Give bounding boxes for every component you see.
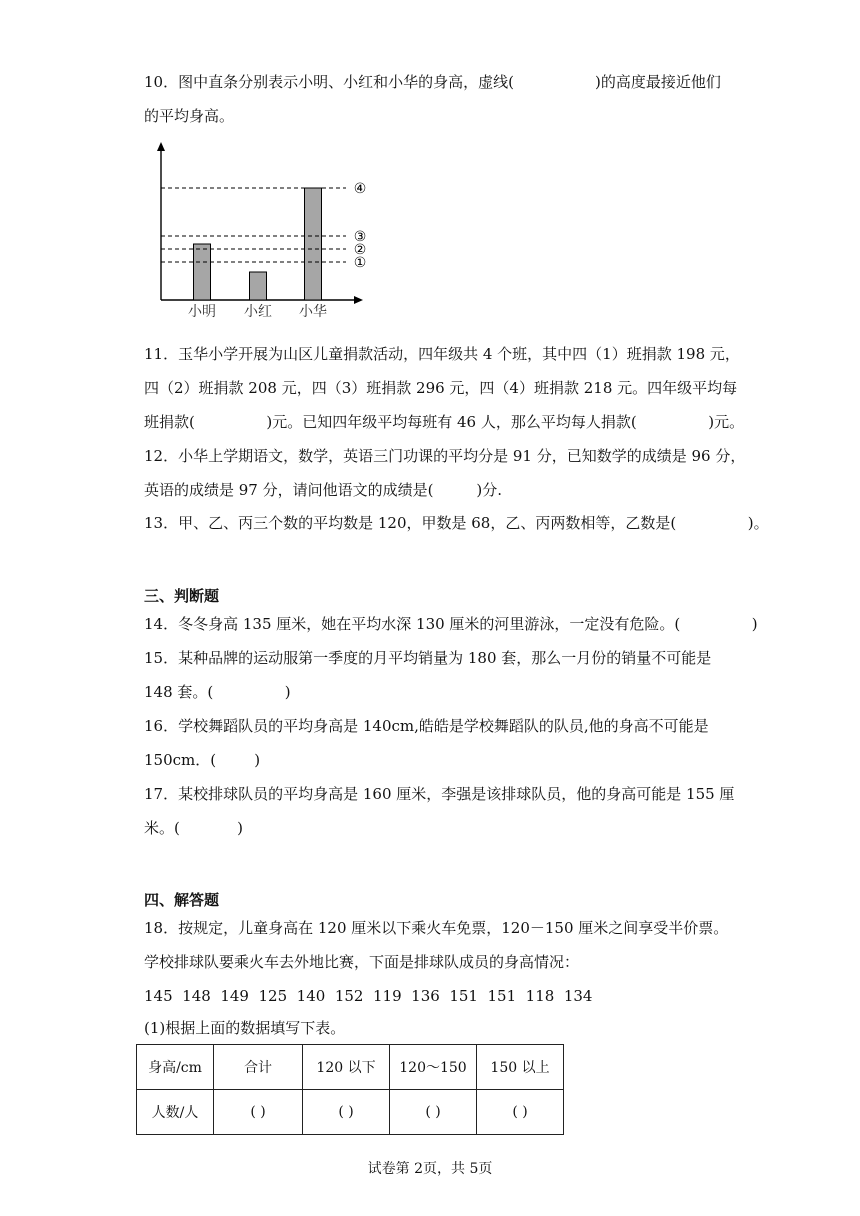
table-header-cell: 身高/cm: [137, 1045, 214, 1090]
x-tick-label: 小华: [299, 304, 327, 320]
q18-height-data: 145 148 149 125 140 152 119 136 151 151 118 134: [144, 987, 593, 1005]
q10-line1: 10．图中直条分别表示小明、小红和小华的身高，虚线( )的高度最接近他们: [144, 73, 721, 91]
q11-line1: 11．玉华小学开展为山区儿童捐款活动，四年级共 4 个班，其中四（1）班捐款 198 元，: [144, 345, 740, 363]
q12-line1: 12．小华上学期语文，数学，英语三门功课的平均分是 91 分，已知数学的成绩是 96 分，: [144, 447, 746, 465]
bar-2: [250, 272, 267, 300]
q15-line2: 148 套。( ): [144, 683, 291, 701]
q14-line1: 14．冬冬身高 135 厘米，她在平均水深 130 厘米的河里游泳，一定没有危险。( ): [144, 615, 758, 633]
height-count-table: [136, 1044, 564, 1135]
table-row: [137, 1090, 564, 1135]
q16-line2: 150cm．( ): [144, 751, 261, 769]
height-bar-chart: [150, 140, 390, 322]
answer-blank[interactable]: ( ): [390, 1090, 477, 1135]
q17-line1: 17．某校排球队员的平均身高是 160 厘米，李强是该排球队员，他的身高可能是 155 厘: [144, 785, 735, 803]
q11-line3: 班捐款( )元。已知四年级平均每班有 46 人，那么平均每人捐款( )元。: [144, 413, 745, 431]
dashed-line-label: ④: [353, 181, 367, 197]
q15-line1: 15．某种品牌的运动服第一季度的月平均销量为 180 套，那么一月份的销量不可能是: [144, 649, 712, 667]
answer-blank[interactable]: ( ): [214, 1090, 303, 1135]
x-tick-label: 小红: [244, 304, 272, 320]
dashed-line-label: ③: [353, 229, 367, 245]
section3-title: 三、判断题: [144, 587, 220, 605]
dashed-line-label: ①: [353, 255, 367, 271]
bar-3: [305, 188, 322, 300]
dashed-line-label: ②: [353, 242, 367, 258]
x-tick-label: 小明: [188, 304, 216, 320]
q18-line1: 18．按规定，儿童身高在 120 厘米以下乘火车免票，120－150 厘米之间享受半价票。: [144, 919, 729, 937]
table-header-cell: 120 以下: [303, 1045, 390, 1090]
table-header-cell: 150 以上: [477, 1045, 564, 1090]
q10-line2: 的平均身高。: [144, 107, 235, 125]
answer-blank[interactable]: ( ): [303, 1090, 390, 1135]
q11-line2: 四（2）班捐款 208 元，四（3）班捐款 296 元，四（4）班捐款 218 元。四年级平均每: [144, 379, 738, 397]
q12-line2: 英语的成绩是 97 分，请问他语文的成绩是( )分.: [144, 481, 503, 499]
q16-line1: 16．学校舞蹈队员的平均身高是 140cm,皓皓是学校舞蹈队的队员,他的身高不可能是: [144, 717, 709, 735]
table-header-cell: 合计: [214, 1045, 303, 1090]
section4-title: 四、解答题: [144, 891, 220, 909]
q17-line2: 米。( ): [144, 819, 243, 837]
q18-line4: (1)根据上面的数据填写下表。: [144, 1019, 346, 1037]
table-header-cell: 120～150: [390, 1045, 477, 1090]
page-footer: 试卷第 2页，共 5页: [367, 1161, 493, 1177]
table-row-label: 人数/人: [137, 1090, 214, 1135]
q18-line2: 学校排球队要乘火车去外地比赛，下面是排球队成员的身高情况：: [144, 953, 580, 971]
table-header-row: [137, 1045, 564, 1090]
bar-1: [194, 244, 211, 300]
answer-blank[interactable]: ( ): [477, 1090, 564, 1135]
q13-line1: 13．甲、乙、丙三个数的平均数是 120，甲数是 68，乙、丙两数相等，乙数是( )。: [144, 514, 769, 532]
